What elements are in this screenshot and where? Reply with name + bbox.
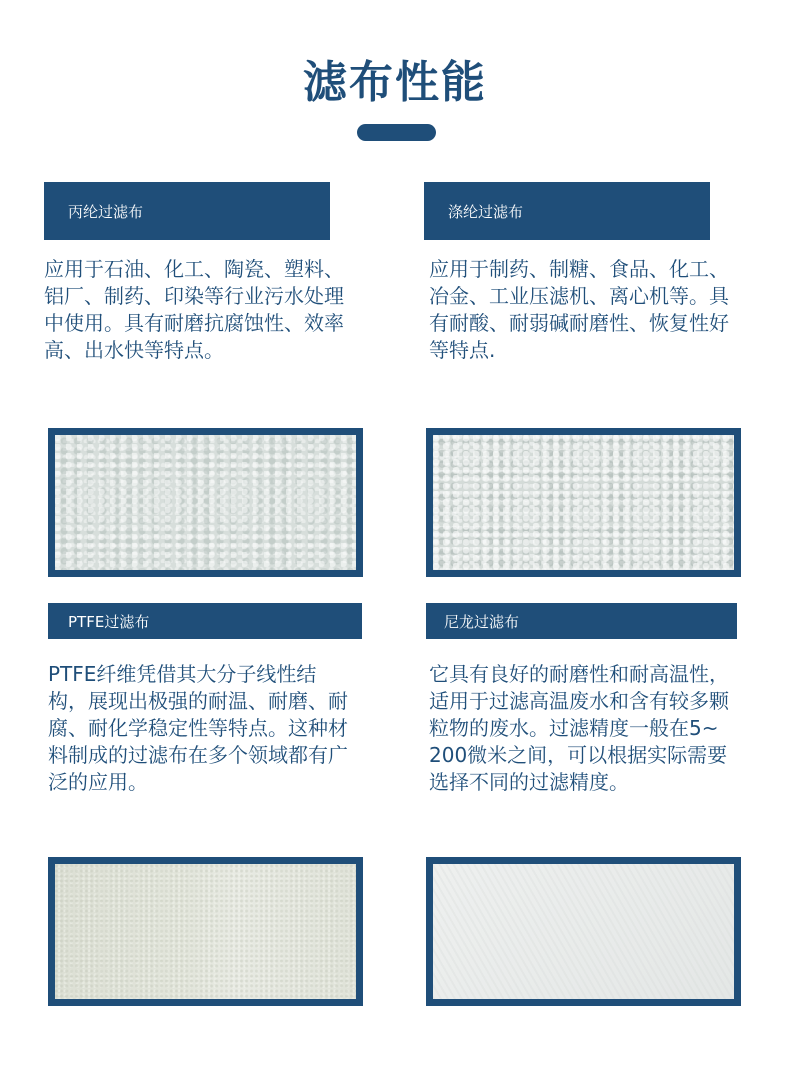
fabric-texture	[55, 864, 356, 999]
fabric-texture	[433, 435, 734, 570]
fabric-photo-polypropylene	[48, 428, 363, 577]
fabric-photo-polyester	[426, 428, 741, 577]
fabric-texture	[55, 435, 356, 570]
section-label-ptfe: PTFE过滤布	[48, 603, 362, 639]
section-label-polyester: 涤纶过滤布	[424, 182, 710, 240]
section-description-ptfe: PTFE纤维凭借其大分子线性结构，展现出极强的耐温、耐磨、耐腐、耐化学稳定性等特点。这种材料制成的过滤布在多个领域都有广泛的应用。	[48, 662, 348, 794]
fabric-photo-ptfe	[48, 857, 363, 1006]
page-title: 滤布性能	[303, 57, 487, 108]
title-underline-bar	[357, 124, 436, 141]
fabric-photo-nylon	[426, 857, 741, 1006]
section-label-polypropylene: 丙纶过滤布	[44, 182, 330, 240]
section-label-nylon: 尼龙过滤布	[426, 603, 737, 639]
fabric-texture	[433, 864, 734, 999]
section-description-polypropylene: 应用于石油、化工、陶瓷、塑料、铝厂、制药、印染等行业污水处理中使用。具有耐磨抗腐蚀性、效率高、出水快等特点。	[44, 257, 344, 362]
section-description-polyester: 应用于制药、制糖、食品、化工、冶金、工业压滤机、离心机等。具有耐酸、耐弱碱耐磨性、恢复性好等特点.	[429, 257, 729, 362]
section-description-nylon: 它具有良好的耐磨性和耐高温性，适用于过滤高温废水和含有较多颗粒物的废水。过滤精度一般在5~200微米之间，可以根据实际需要选择不同的过滤精度。	[429, 662, 729, 794]
